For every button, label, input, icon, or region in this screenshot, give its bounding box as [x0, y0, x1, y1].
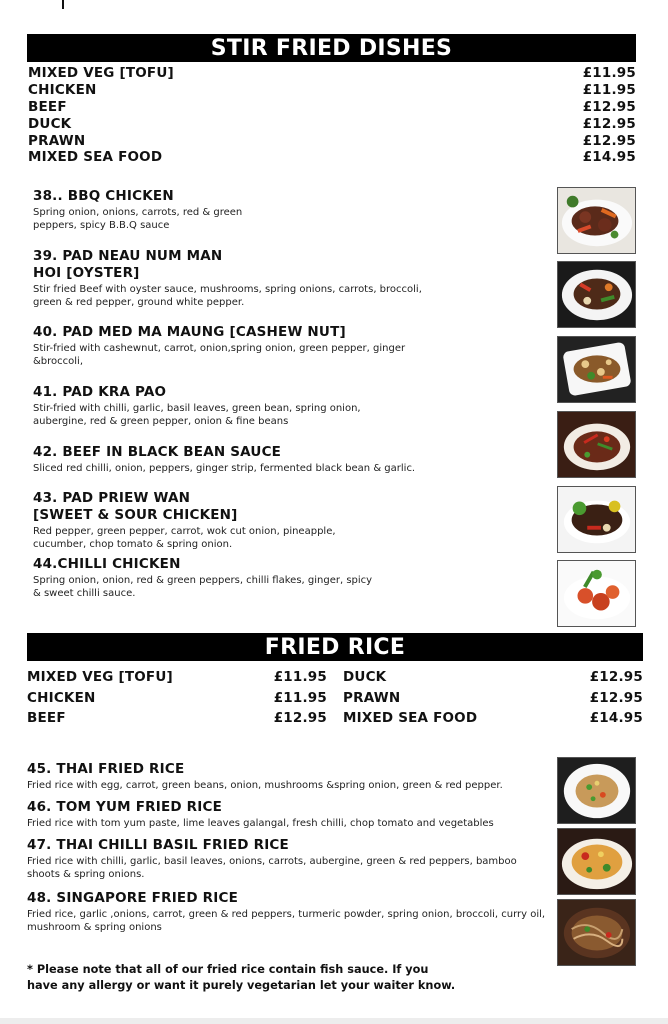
price-row-price: £11.95	[273, 689, 327, 706]
stir-fried-heading: STIR FRIED DISHES	[27, 34, 636, 62]
dish-description	[33, 462, 543, 475]
price-row-price: £14.95	[589, 710, 643, 727]
desc-line: Fried rice with tom yum paste, lime leaves galangal, fresh chilli, chop tomato and vegetables	[27, 818, 494, 829]
price-row-price: £12.95	[582, 132, 636, 149]
title-line: 39. PAD NEAU NUM MAN	[33, 248, 223, 264]
dish-title	[33, 490, 543, 524]
price-row	[343, 688, 643, 709]
dish-title: 38.. BBQ CHICKEN	[33, 188, 174, 204]
dish-title: 44.CHILLI CHICKEN	[33, 556, 181, 572]
desc-line: Fried rice with chilli, garlic, basil leaves, onions, carrots, aubergine, green & red peppers, bamboo	[27, 856, 517, 867]
cashew-nut-photo	[557, 336, 636, 403]
price-row	[27, 688, 327, 709]
singapore-rice-photo	[557, 899, 636, 966]
price-row-name: MIXED SEA FOOD	[28, 149, 163, 166]
fried-rice-price-list	[27, 667, 643, 729]
desc-line: aubergine, red & green pepper, onion & fine beans	[33, 416, 289, 427]
allergy-note	[27, 962, 587, 994]
price-column-left	[27, 667, 327, 729]
dish-description	[33, 342, 543, 368]
stir-fried-price-list	[28, 65, 636, 166]
note-line: * Please note that all of our fried rice contain fish sauce. If you	[27, 963, 429, 976]
desc-line: & sweet chilli sauce.	[33, 588, 136, 599]
desc-line: cucumber, chop tomato & spring onion.	[33, 539, 233, 550]
chilli-basil-rice-photo	[557, 828, 636, 895]
price-row-name: DUCK	[343, 669, 387, 686]
desc-line: peppers, spicy B.B.Q sauce	[33, 220, 170, 231]
desc-line: &broccoli,	[33, 356, 84, 367]
dish-45	[27, 761, 547, 792]
top-edge-mark	[62, 0, 64, 9]
dish-42	[33, 444, 543, 475]
desc-line: shoots & spring onions.	[27, 869, 145, 880]
price-row	[343, 667, 643, 688]
dish-41	[33, 384, 543, 428]
desc-line: Stir-fried with chilli, garlic, basil leaves, green bean, spring onion,	[33, 403, 361, 414]
dish-title: 48. SINGAPORE FRIED RICE	[27, 890, 238, 906]
price-row-price: £14.95	[582, 149, 636, 166]
price-row-price: £12.95	[589, 669, 643, 686]
price-row	[343, 708, 643, 729]
chilli-chicken-photo	[557, 560, 636, 627]
dish-description	[27, 779, 547, 792]
dish-description	[33, 525, 543, 551]
price-row-name: PRAWN	[343, 689, 401, 706]
price-row-name: BEEF	[28, 98, 67, 115]
desc-line: Sliced red chilli, onion, peppers, ginger strip, fermented black bean & garlic.	[33, 463, 416, 474]
dish-description	[33, 206, 533, 232]
dish-title	[33, 248, 543, 282]
note-line: have any allergy or want it purely vegetarian let your waiter know.	[27, 979, 456, 992]
oyster-beef-photo	[557, 261, 636, 328]
price-row	[28, 115, 636, 132]
price-row-name: MIXED SEA FOOD	[343, 710, 478, 727]
desc-line: Spring onion, onion, red & green peppers, chilli flakes, ginger, spicy	[33, 575, 373, 586]
price-row-name: CHICKEN	[28, 82, 97, 99]
dish-title: 47. THAI CHILLI BASIL FRIED RICE	[27, 837, 289, 853]
price-row	[28, 149, 636, 166]
dish-48	[27, 890, 557, 934]
price-row-price: £12.95	[582, 98, 636, 115]
dish-title: 42. BEEF IN BLACK BEAN SAUCE	[33, 444, 282, 460]
desc-line: green & red pepper, ground white pepper.	[33, 297, 245, 308]
price-row-name: DUCK	[28, 115, 72, 132]
price-column-right	[343, 667, 643, 729]
price-row	[28, 82, 636, 99]
desc-line: Fried rice with egg, carrot, green beans, onion, mushrooms &spring onion, green & red pepper.	[27, 780, 503, 791]
desc-line: Stir-fried with cashewnut, carrot, onion,spring onion, green pepper, ginger	[33, 343, 406, 354]
dish-title: 41. PAD KRA PAO	[33, 384, 167, 400]
dish-description	[33, 283, 543, 309]
dish-description	[27, 908, 557, 934]
desc-line: Stir fried Beef with oyster sauce, mushrooms, spring onions, carrots, broccoli,	[33, 284, 422, 295]
title-line: 43. PAD PRIEW WAN	[33, 490, 191, 506]
desc-line: mushroom & spring onions	[27, 922, 162, 933]
price-row	[28, 65, 636, 82]
price-row-name: PRAWN	[28, 132, 86, 149]
desc-line: Fried rice, garlic ,onions, carrot, green & red peppers, turmeric powder, spring onion, broccoli, curry oil,	[27, 909, 546, 920]
price-row	[28, 99, 636, 116]
thai-fried-rice-photo	[557, 757, 636, 824]
price-row-price: £12.95	[273, 710, 327, 727]
price-row-price: £11.95	[582, 65, 636, 82]
dish-47	[27, 837, 552, 881]
price-row-name: MIXED VEG [TOFU]	[28, 65, 174, 82]
dish-title: 46. TOM YUM FRIED RICE	[27, 799, 223, 815]
dish-description	[33, 574, 543, 600]
dish-description	[27, 817, 547, 830]
price-row-name: CHICKEN	[27, 689, 96, 706]
price-row-name: BEEF	[27, 710, 66, 727]
desc-line: Red pepper, green pepper, carrot, wok cut onion, pineapple,	[33, 526, 336, 537]
dish-43	[33, 490, 543, 551]
price-row-price: £12.95	[589, 689, 643, 706]
dish-46	[27, 799, 547, 830]
price-row-price: £12.95	[582, 115, 636, 132]
desc-line: Spring onion, onions, carrots, red & green	[33, 207, 243, 218]
bbq-chicken-photo	[557, 187, 636, 254]
dish-39	[33, 248, 543, 309]
price-row	[27, 667, 327, 688]
dish-44	[33, 556, 543, 600]
dish-description	[33, 402, 543, 428]
black-bean-beef-photo	[557, 486, 636, 553]
fried-rice-heading: FRIED RICE	[27, 633, 643, 661]
title-line: [SWEET & SOUR CHICKEN]	[33, 507, 238, 523]
dish-description	[27, 855, 552, 881]
kra-pao-photo	[557, 411, 636, 478]
page-bottom-edge	[0, 1018, 668, 1024]
dish-title: 45. THAI FRIED RICE	[27, 761, 185, 777]
price-row-name: MIXED VEG [TOFU]	[27, 669, 173, 686]
price-row-price: £11.95	[582, 82, 636, 99]
price-row	[27, 708, 327, 729]
dish-40	[33, 324, 543, 368]
price-row-price: £11.95	[273, 669, 327, 686]
dish-38	[33, 188, 533, 232]
title-line: HOI [OYSTER]	[33, 265, 140, 281]
dish-title: 40. PAD MED MA MAUNG [CASHEW NUT]	[33, 324, 346, 340]
price-row	[28, 132, 636, 149]
